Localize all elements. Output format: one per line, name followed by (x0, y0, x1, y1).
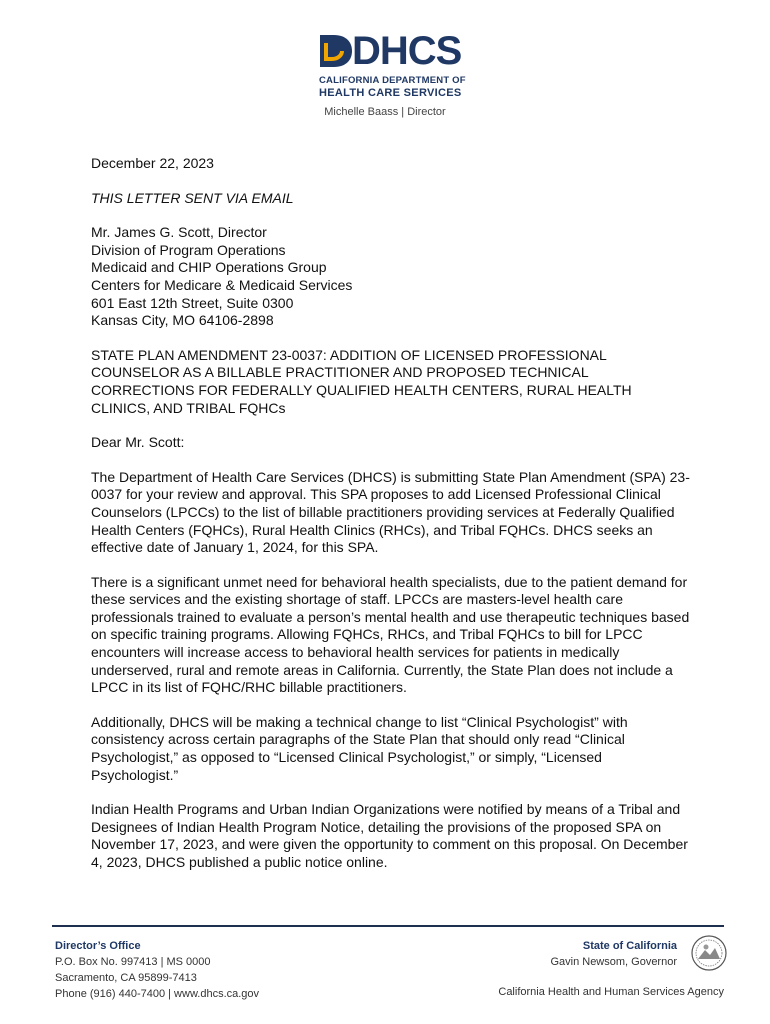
dhcs-logo (318, 29, 466, 99)
footer-divider (52, 925, 724, 927)
address-line: Kansas City, MO 64106-2898 (91, 312, 274, 329)
address-line: Medicaid and CHIP Operations Group (91, 259, 327, 276)
recipient-address (91, 224, 691, 330)
footer-state-heading: State of California (582, 940, 677, 952)
body-paragraph: Indian Health Programs and Urban Indian Organizations were notified by means of a Tribal and Designees of Indian Health Program Notice, detailing the provisions of the proposed SPA on November 17, 2023, and were given the opportunity to comment on this proposal. On December 4, 2023, DHCS published a public notice online. (91, 801, 688, 870)
subject-line: STATE PLAN AMENDMENT 23-0037: ADDITION OF LICENSED PROFESSIONAL COUNSELOR AS A BILLABLE PRACTITIONER AND PROPOSED TECHNICAL CORRECTIONS FOR FEDERALLY QUALIFIED HEALTH CENTERS, RURAL HEALTH CLINICS, AND TRIBAL FQHCs (91, 346, 632, 416)
footer-office-heading: Director’s Office (55, 940, 141, 952)
logo-subtitle-line1: CALIFORNIA DEPARTMENT OF (319, 75, 466, 86)
address-line: 601 East 12th Street, Suite 0300 (91, 294, 294, 311)
address-line: Centers for Medicare & Medicaid Services (91, 276, 353, 293)
footer-office-line: Sacramento, CA 95899-7413 (55, 972, 197, 984)
footer-state (550, 938, 677, 970)
body-paragraph: Additionally, DHCS will be making a technical change to list “Clinical Psychologist” with consistency across certain paragraphs of the State Plan that should only read “Clinical Psychologist,” as opposed to “Licensed Clinical Psychologist,” or simply, “Licensed Psychologist.” (91, 713, 628, 783)
dhcs-logo-mark-icon (318, 33, 356, 69)
body-paragraph: There is a significant unmet need for behavioral health specialists, due to the patient demand for these services and the existing shortage of staff. LPCCs are masters-level health care professionals trained to evaluate a person’s mental health and use therapeutic techniques based on specific training programs. Allowing FQHCs, RHCs, and Tribal FQHCs to bill for LPCC encounters will increase access to behavioral health services for patients in medically underserved, rural and remote areas in California. Currently, the State Plan does not include a LPCC in its list of FQHC/RHC billable practitioners. (91, 573, 690, 696)
logo-wordmark: DHCS (352, 29, 462, 73)
logo-subtitle-line2: HEALTH CARE SERVICES (319, 87, 462, 99)
letter-body (91, 155, 691, 889)
salutation: Dear Mr. Scott: (91, 434, 185, 451)
footer-agency: California Health and Human Services Agency (498, 986, 724, 998)
letter-date: December 22, 2023 (91, 155, 214, 171)
footer-office-line: P.O. Box No. 997413 | MS 0000 (55, 956, 211, 968)
state-seal-icon (690, 934, 728, 972)
body-paragraph: The Department of Health Care Services (DHCS) is submitting State Plan Amendment (SPA) 23-0037 for your review and approval. This SPA proposes to add Licensed Professional Clinical Counselors (LPCCs) to the list of billable practitioners providing services at Federally Qualified Health Centers (FQHCs), Rural Health Clinics (RHCs), and Tribal FQHCs. DHCS seeks an effective date of January 1, 2024, for this SPA. (91, 468, 690, 556)
address-line: Division of Program Operations (91, 241, 286, 258)
delivery-note: THIS LETTER SENT VIA EMAIL (91, 189, 294, 206)
footer-office-line: Phone (916) 440-7400 | www.dhcs.ca.gov (55, 988, 260, 1000)
address-line: Mr. James G. Scott, Director (91, 224, 267, 241)
footer-office (55, 938, 259, 1002)
footer-governor: Gavin Newsom, Governor (550, 956, 677, 968)
director-name: Michelle Baass | Director (324, 106, 446, 118)
